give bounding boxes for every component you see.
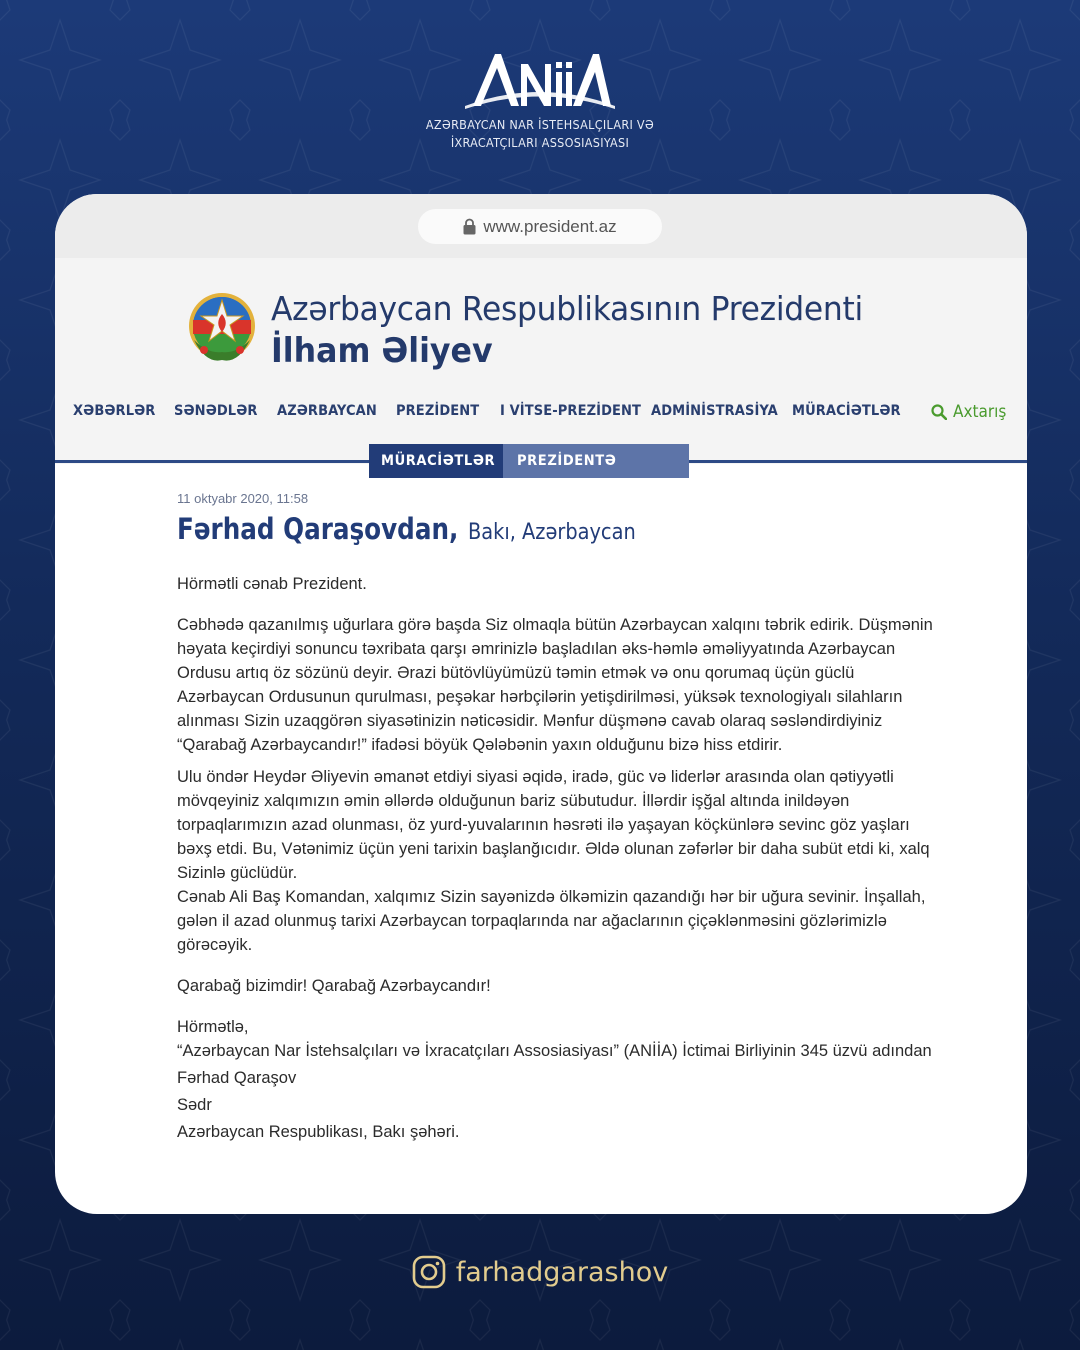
letter-paragraph-3: Cənab Ali Baş Komandan, xalqımız Sizin sayənizdə ölkəmizin qazandığı hər bir uğura sevinir. İnşallah, gələn il azad olunmuş tarixi Azərbaycan torpaqlarında nar ağaclarının çiçəklənməsini gözlərimizlə görəcəyik.	[177, 888, 926, 954]
tab-writing-to-president[interactable]: PREZİDENTƏ YAZIRLAR	[503, 444, 689, 478]
aniia-logo-icon	[465, 48, 615, 110]
logo-subtitle-line1: AZƏRBAYCAN NAR İSTEHSALÇILARI VƏ	[425, 117, 655, 132]
logo-subtitle-line2: İXRACATÇILARI ASSOSIASIYASI	[450, 135, 630, 150]
letter-organization: “Azərbaycan Nar İstehsalçıları və İxracatçıları Assosiasiyası” (ANİİA) İctimai Birliyinin 345 üzvü adından	[177, 1042, 932, 1060]
url-text: www.president.az	[483, 216, 617, 236]
site-title-line1: Azərbaycan Respublikasının Prezidenti	[271, 289, 863, 328]
letter-paragraph-1: Cəbhədə qazanılmış uğurlara görə başda Siz olmaqla bütün Azərbaycan xalqını təbrik edirik. Düşmənin həyata keçirdiyi sonuncu təxribata qarşı əmrinizlə başladılan əks-həmlə əməliyyatında Azərbaycan Ordusu artıq öz sözünü deyir. Ərazi bütövlüyümüzü təmin etmək və onu qorumaq üçün güclü Azərbaycan Ordusunun qurulması, peşəkar hərbçilərin yetişdirilməsi, yüksək texnologiyalı silahların alınması Sizin uzaqgörən siyasətinizin nəticəsidir. Mənfur düşmənə cavab olaraq səsləndirdiyiniz “Qarabağ Azərbaycandır!” ifadəsi böyük Qələbənin yaxın olduğunu bizə hiss etdirir.	[177, 616, 933, 754]
letter-sender	[177, 512, 659, 546]
instagram-icon	[412, 1255, 446, 1289]
nav-item-vice-president[interactable]: I VİTSE-PREZİDENT	[500, 403, 642, 419]
browser-card	[55, 194, 1027, 1214]
search-label: Axtarış	[953, 402, 1007, 422]
instagram-handle: farhadgarashov	[455, 1256, 669, 1288]
letter-date: 11 oktyabr 2020, 11:58	[177, 491, 309, 506]
letter-body	[177, 572, 937, 1144]
nav-item-news[interactable]: XƏBƏRLƏR	[73, 403, 156, 419]
lock-icon	[463, 218, 476, 235]
subtabs	[369, 444, 689, 503]
site-title-president-name: İlham Əliyev	[271, 331, 493, 371]
letter-signer: Fərhad Qaraşov	[177, 1069, 297, 1087]
top-logo	[0, 48, 1080, 152]
main-nav	[55, 396, 1027, 432]
search-link[interactable]	[931, 402, 1006, 422]
search-icon	[931, 404, 947, 420]
letter-greeting: Hörmətli cənab Prezident.	[177, 575, 367, 593]
nav-item-documents[interactable]: SƏNƏDLƏR	[174, 403, 258, 419]
letter-closing: Hörmətlə,	[177, 1018, 249, 1036]
state-emblem-icon	[186, 290, 258, 366]
nav-item-appeals[interactable]: MÜRACİƏTLƏR	[792, 403, 901, 419]
letter-place: Azərbaycan Respublikası, Bakı şəhəri.	[177, 1123, 460, 1141]
letter-role: Sədr	[177, 1096, 212, 1114]
address-bar[interactable]	[418, 209, 662, 244]
site-header	[55, 258, 1027, 464]
letter-slogan: Qarabağ bizimdir! Qarabağ Azərbaycandır!	[177, 977, 491, 995]
letter-paragraph-2: Ulu öndər Heydər Əliyevin əmanət etdiyi siyasi əqidə, iradə, güc və liderlər arasında olan qətiyyətli mövqeyiniz xalqımızın əmin əllərdə olduğunun bariz sübutudur. İllərdir işğal altında inildəyən torpaqlarımızın azad olunması, öz yurd-yuvalarının həsrəti ilə yaşayan köçkünlərə sevinc göz yaşları bəxş etdi. Bu, Vətənimiz üçün yeni tarixin başlanğıcıdır. Əldə olunan zəfərlər bir daha subüt etdi ki, xalq Sizinlə güclüdür.	[177, 768, 930, 882]
instagram-footer[interactable]	[0, 1255, 1080, 1289]
nav-item-azerbaijan[interactable]: AZƏRBAYCAN	[277, 403, 377, 419]
nav-item-administration[interactable]: ADMİNİSTRASİYA	[651, 403, 778, 419]
browser-chrome	[55, 194, 1027, 258]
nav-item-president[interactable]: PREZİDENT	[396, 403, 480, 419]
tab-appeals[interactable]: MÜRACİƏTLƏR	[369, 444, 503, 478]
sender-name: Fərhad Qaraşovdan,	[177, 512, 459, 546]
sender-location: Bakı, Azərbaycan	[468, 520, 637, 545]
